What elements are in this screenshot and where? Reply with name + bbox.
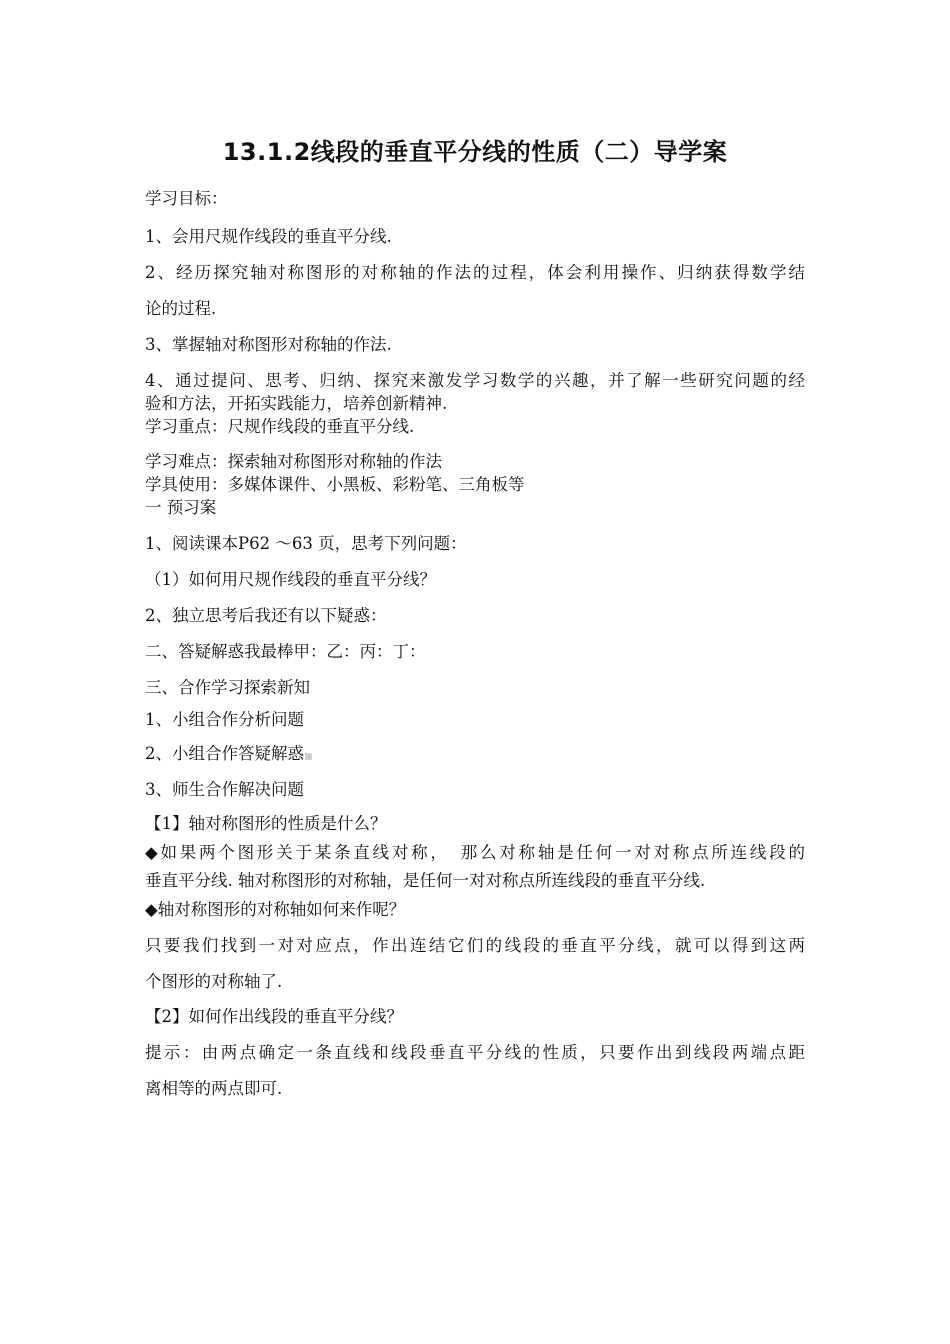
- line-hint: 提示：由两点确定一条直线和线段垂直平分线的性质，只要作出到线段两端点距: [145, 1043, 805, 1062]
- line-preview-2: 2、独立思考后我还有以下疑惑：: [145, 606, 387, 625]
- line-goal-4: 4、通过提问、思考、归纳、探究来激发学习数学的兴趣，并了解一些研究问题的经: [145, 371, 805, 390]
- line-hint-cont: 离相等的两点即可.: [145, 1079, 283, 1098]
- line-tools: 学具使用：多媒体课件、小黑板、彩粉笔、三角板等: [145, 475, 525, 494]
- line-answer-axis: 只要我们找到一对对应点，作出连结它们的线段的垂直平分线，就可以得到这两: [145, 936, 805, 955]
- line-coop-1: 1、小组合作分析问题: [145, 710, 304, 729]
- line-goal-4-cont: 验和方法，开拓实践能力，培养创新精神.: [145, 394, 448, 413]
- faint-mark: ■: [304, 752, 313, 762]
- line-goal-2-cont: 论的过程.: [145, 299, 217, 318]
- line-coop-3: 3、师生合作解决问题: [145, 780, 304, 799]
- line-goal-3: 3、掌握轴对称图形对称轴的作法.: [145, 335, 392, 354]
- line-answer-axis-cont: 个图形的对称轴了.: [145, 972, 283, 991]
- line-goal-2: 2、经历探究轴对称图形的对称轴的作法的过程，体会利用操作、归纳获得数学结: [145, 263, 805, 282]
- line-learning-goals: 学习目标：: [145, 189, 228, 208]
- line-question-1: 【1】轴对称图形的性质是什么？: [145, 814, 387, 833]
- line-key-point: 学习重点：尺规作线段的垂直平分线.: [145, 417, 415, 436]
- line-property-1: ◆如果两个图形关于某条直线对称， 那么对称轴是任何一对对称点所连线段的: [145, 843, 805, 862]
- line-how-axis: ◆轴对称图形的对称轴如何来作呢？: [145, 900, 406, 919]
- document-title: 13.1.2线段的垂直平分线的性质（二）导学案: [222, 138, 728, 166]
- line-section-preview: 一 预习案: [145, 498, 217, 517]
- line-question-2: 【2】如何作出线段的垂直平分线？: [145, 1007, 403, 1026]
- line-goal-1: 1、会用尺规作线段的垂直平分线.: [145, 227, 392, 246]
- line-preview-1: 1、阅读课本P62 ～63 页，思考下列问题：: [145, 534, 467, 553]
- line-section-3: 三、合作学习探索新知: [145, 678, 310, 697]
- line-difficulty: 学习难点：探索轴对称图形对称轴的作法: [145, 452, 442, 471]
- line-section-2: 二、答疑解惑我最棒甲：乙：丙：丁：: [145, 642, 426, 661]
- line-property-1-cont: 垂直平分线. 轴对称图形的对称轴，是任何一对对称点所连线段的垂直平分线.: [145, 871, 706, 890]
- line-coop-2: [145, 743, 313, 768]
- line-preview-question: （1）如何用尺规作线段的垂直平分线？: [145, 570, 436, 589]
- line-coop-2-text: 2、小组合作答疑解惑: [145, 744, 304, 763]
